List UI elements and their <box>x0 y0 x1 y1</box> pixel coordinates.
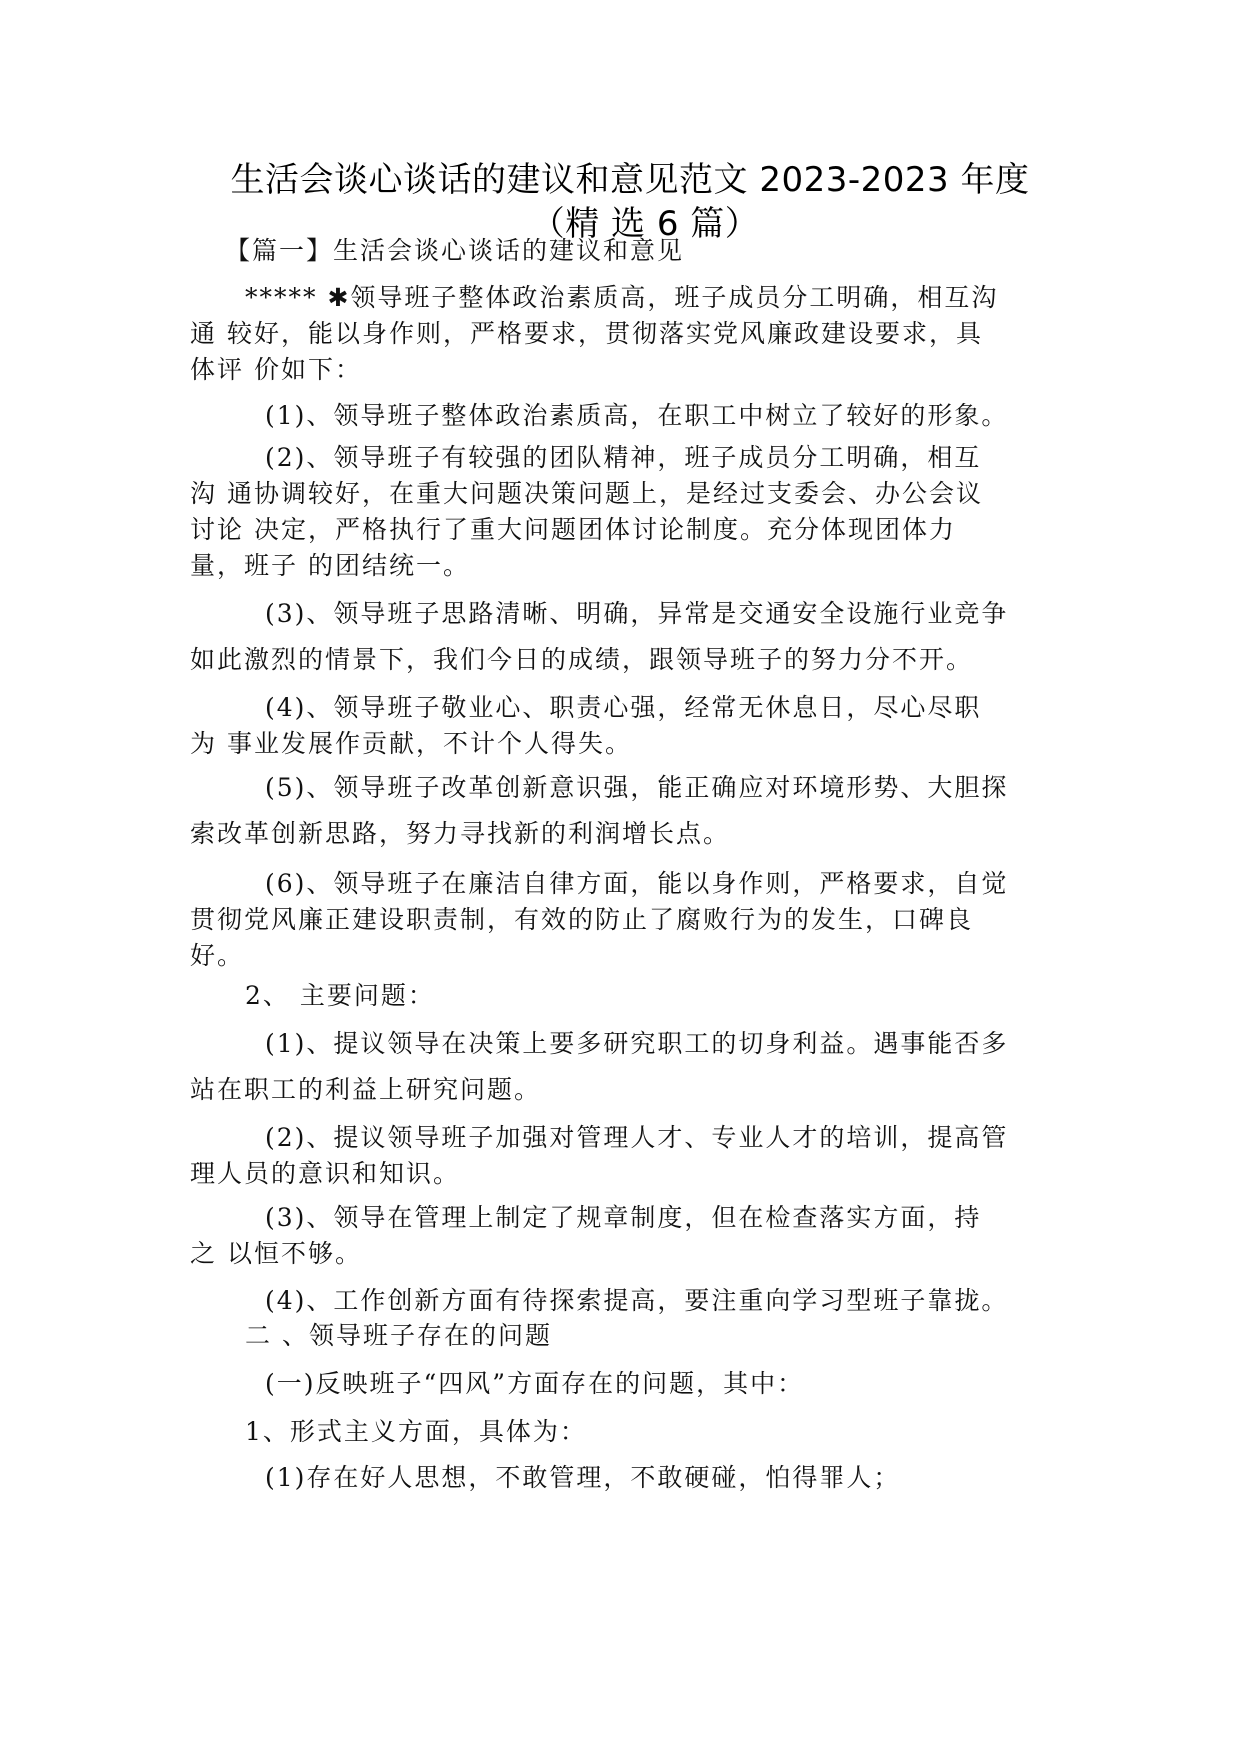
part2-heading: 二 、领导班子存在的问题 <box>245 1321 552 1350</box>
part2-item: (1)存在好人思想，不敢管理，不敢硬碰，怕得罪人； <box>265 1463 901 1492</box>
part2-point: 1、形式主义方面，具体为： <box>245 1417 587 1446</box>
paragraph-line: (2)、提议领导班子加强对管理人才、专业人才的培训，提高管 <box>265 1123 1009 1152</box>
document-title-line-1: 生活会谈心谈话的建议和意见范文 2023-2023 年度 <box>230 160 1030 200</box>
intro-paragraph <box>190 280 1050 388</box>
paragraph-line: (6)、领导班子在廉洁自律方面，能以身作则，严格要求，自觉 <box>265 869 1009 898</box>
section-heading: 【篇一】生活会谈心谈话的建议和意见 <box>225 236 685 265</box>
problems-heading: 2、 主要问题： <box>245 981 435 1010</box>
problem-item <box>190 1283 1050 1319</box>
paragraph-line: (1)、提议领导在决策上要多研究职工的切身利益。遇事能否多 <box>265 1029 1009 1058</box>
paragraph-line: 之 以恒不够。 <box>190 1239 362 1268</box>
list-item <box>190 398 1050 434</box>
problem-item <box>190 1120 1050 1192</box>
list-item <box>190 690 1050 762</box>
paragraph-line: (1)、领导班子整体政治素质高，在职工中树立了较好的形象。 <box>265 401 1009 430</box>
part2-subheading: (一)反映班子“四风”方面存在的问题，其中： <box>265 1369 805 1398</box>
paragraph-line: 贯彻党风廉正建设职责制，有效的防止了腐败行为的发生，口碑良 <box>190 905 974 934</box>
paragraph-line: 站在职工的利益上研究问题。 <box>190 1075 542 1104</box>
document-title-line-2: （精 选 6 篇） <box>530 204 760 244</box>
list-item <box>190 770 1050 852</box>
intro-line: ***** ✱领导班子整体政治素质高，班子成员分工明确，相互沟 <box>245 283 999 312</box>
list-item <box>190 596 1050 678</box>
paragraph-line: (3)、领导在管理上制定了规章制度，但在检查落实方面，持 <box>265 1203 982 1232</box>
problem-item <box>190 1026 1050 1108</box>
list-item <box>190 866 1050 974</box>
paragraph-line: (3)、领导班子思路清晰、明确，异常是交通安全设施行业竞争 <box>265 599 1009 628</box>
paragraph-line: 理人员的意识和知识。 <box>190 1159 461 1188</box>
problem-item <box>190 1200 1050 1272</box>
paragraph-line: 如此激烈的情景下，我们今日的成绩，跟领导班子的努力分不开。 <box>190 645 974 674</box>
paragraph-line: 索改革创新思路，努力寻找新的利润增长点。 <box>190 819 731 848</box>
list-item <box>190 440 1050 584</box>
part2-item-block <box>190 1460 1050 1496</box>
intro-line: 体评 价如下： <box>190 355 362 384</box>
paragraph-line: (5)、领导班子改革创新意识强，能正确应对环境形势、大胆探 <box>265 773 1009 802</box>
part2-point-block <box>190 1414 1050 1450</box>
part2-sub-block <box>190 1366 1050 1402</box>
paragraph-line: 沟 通协调较好，在重大问题决策问题上，是经过支委会、办公会议 <box>190 479 983 508</box>
paragraph-line: (2)、领导班子有较强的团队精神，班子成员分工明确，相互 <box>265 443 982 472</box>
paragraph-line: 量，班子 的团结统一。 <box>190 551 470 580</box>
paragraph-line: (4)、领导班子敬业心、职责心强，经常无休息日，尽心尽职 <box>265 693 982 722</box>
paragraph-line: (4)、工作创新方面有待探索提高，要注重向学习型班子靠拢。 <box>265 1286 1009 1315</box>
paragraph-line: 好。 <box>190 941 245 970</box>
intro-line: 通 较好，能以身作则，严格要求，贯彻落实党风廉政建设要求，具 <box>190 319 983 348</box>
paragraph-line: 讨论 决定，严格执行了重大问题团体讨论制度。充分体现团体力 <box>190 515 956 544</box>
section-heading-block <box>190 233 1050 269</box>
paragraph-line: 为 事业发展作贡献，不计个人得失。 <box>190 729 632 758</box>
part2-heading-block <box>190 1318 1050 1354</box>
problems-heading-block <box>190 978 1050 1014</box>
